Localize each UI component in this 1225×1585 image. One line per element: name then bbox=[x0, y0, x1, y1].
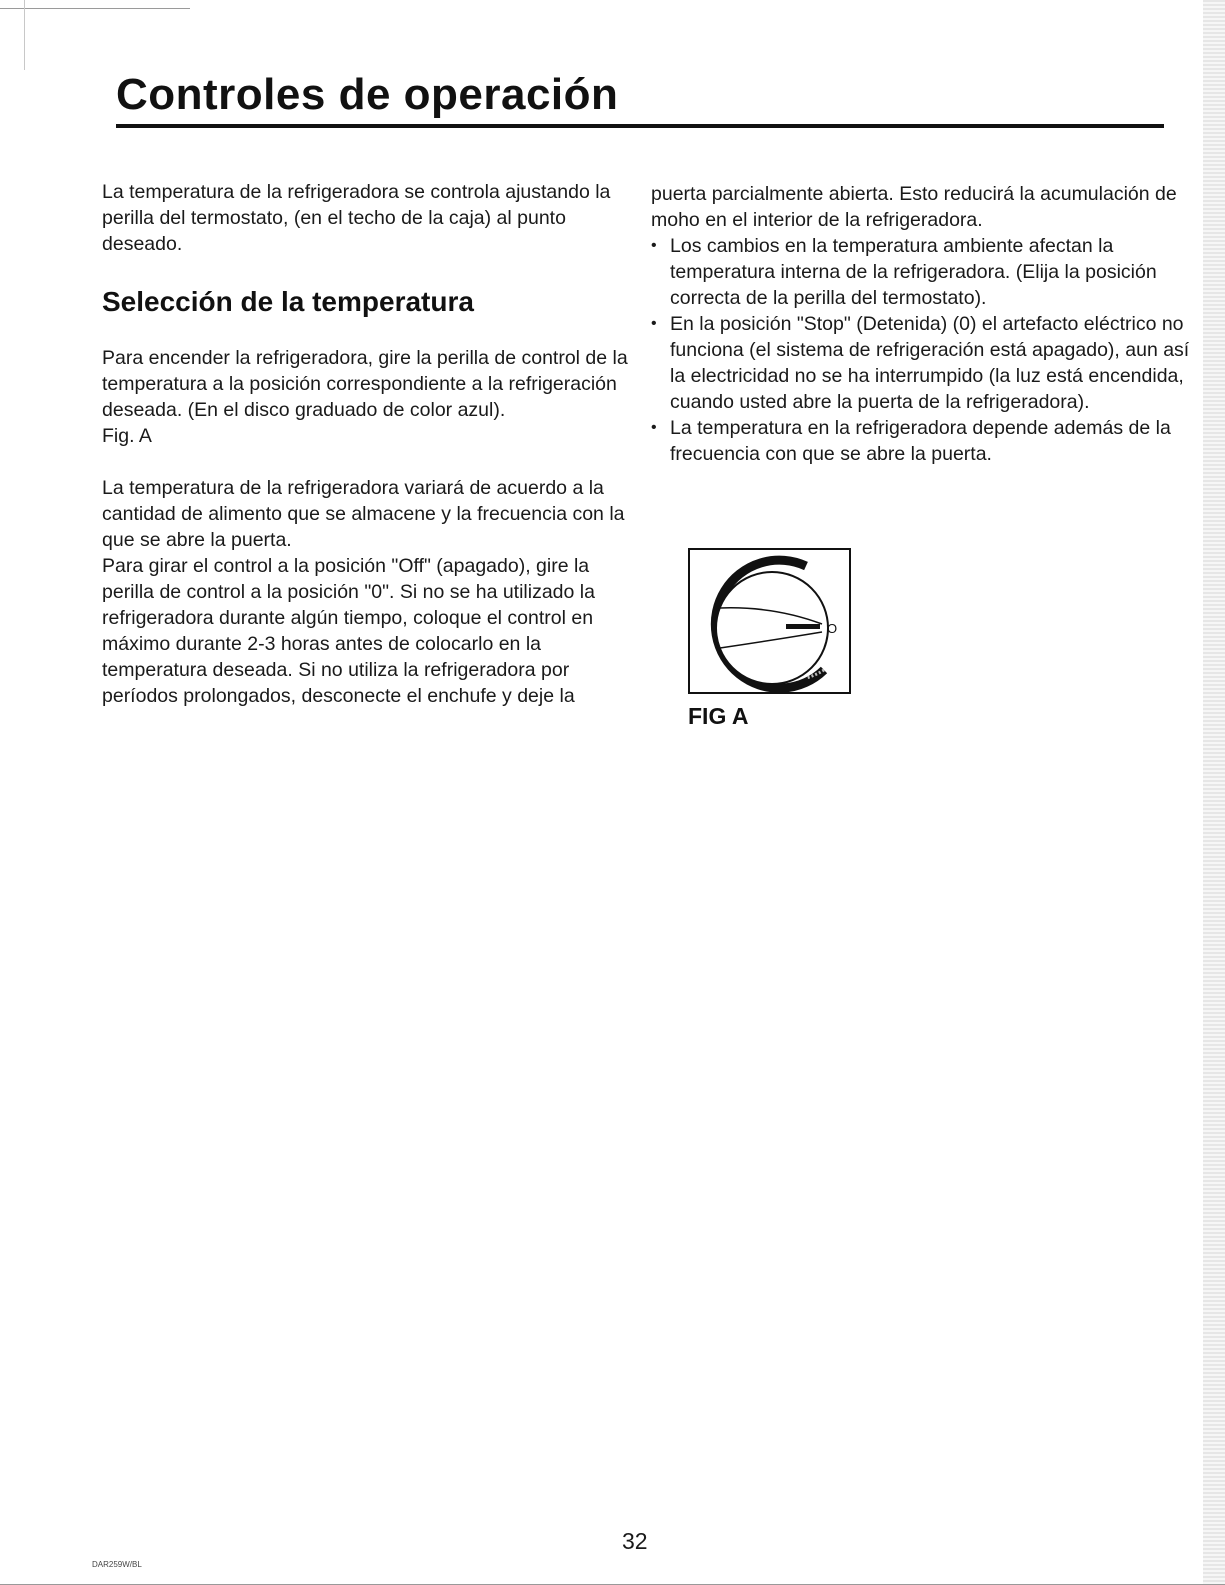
bullet-icon: • bbox=[651, 237, 657, 254]
paragraph-turn-off: Para girar el control a la posición "Off" (apagado), gire la perilla de control a la posición "0". Si no se ha utilizado la refrigeradora durante algún tiempo, coloque el control en máximo durante 2-3 horas antes de colocarlo en la temperatura deseada. Si no utiliza la refrigeradora por períodos prolongados, desconecte el enchufe y deje la bbox=[102, 555, 595, 707]
figure-caption: FIG A bbox=[688, 703, 749, 729]
knob-pointer bbox=[786, 624, 820, 629]
paragraph-temperature-varies: La temperatura de la refrigeradora variará de acuerdo a la cantidad de alimento que se almacene y la frecuencia con la que se abre la puerta. bbox=[102, 477, 625, 551]
thermostat-dial-figure bbox=[688, 548, 851, 694]
continuation-paragraph: puerta parcialmente abierta. Esto reducirá la acumulación de moho en el interior de la refrigeradora. bbox=[651, 183, 1177, 231]
page-number: 32 bbox=[622, 1528, 648, 1554]
list-item-text: Los cambios en la temperatura ambiente afectan la temperatura interna de la refrigeradora. (Elija la posición correcta de la perilla del termostato). bbox=[670, 235, 1157, 309]
list-item bbox=[651, 311, 1191, 415]
scan-edge-shading bbox=[1203, 0, 1225, 1585]
scan-artifact-line bbox=[24, 0, 25, 70]
scan-artifact-line bbox=[0, 8, 190, 9]
list-item bbox=[651, 233, 1191, 311]
list-item bbox=[651, 415, 1191, 467]
intro-paragraph: La temperatura de la refrigeradora se controla ajustando la perilla del termostato, (en el techo de la caja) al punto deseado. bbox=[102, 181, 611, 255]
bullet-icon: • bbox=[651, 419, 657, 436]
paragraph-turn-on: Para encender la refrigeradora, gire la perilla de control de la temperatura a la posición correspondiente a la refrigeración deseada. (En el disco graduado de color azul). bbox=[102, 347, 628, 421]
notes-list bbox=[651, 233, 1191, 467]
dial-off-label: O bbox=[827, 621, 838, 636]
left-column bbox=[102, 179, 632, 709]
right-column bbox=[651, 181, 1191, 467]
list-item-text: La temperatura en la refrigeradora depende además de la frecuencia con que se abre la puerta. bbox=[670, 417, 1171, 465]
title-underline bbox=[116, 124, 1164, 128]
list-item-text: En la posición "Stop" (Detenida) (0) el artefacto eléctrico no funciona (el sistema de refrigeración está apagado), aun así la electricidad no se ha interrumpido (la luz está encendida, cuando usted abre la puerta de la refrigeradora). bbox=[670, 313, 1190, 413]
section-title: Selección de la temperatura bbox=[102, 286, 474, 317]
model-code: DAR259W/BL bbox=[92, 1560, 142, 1569]
bullet-icon: • bbox=[651, 315, 657, 332]
page-title: Controles de operación bbox=[116, 70, 619, 119]
figure-reference: Fig. A bbox=[102, 425, 152, 447]
